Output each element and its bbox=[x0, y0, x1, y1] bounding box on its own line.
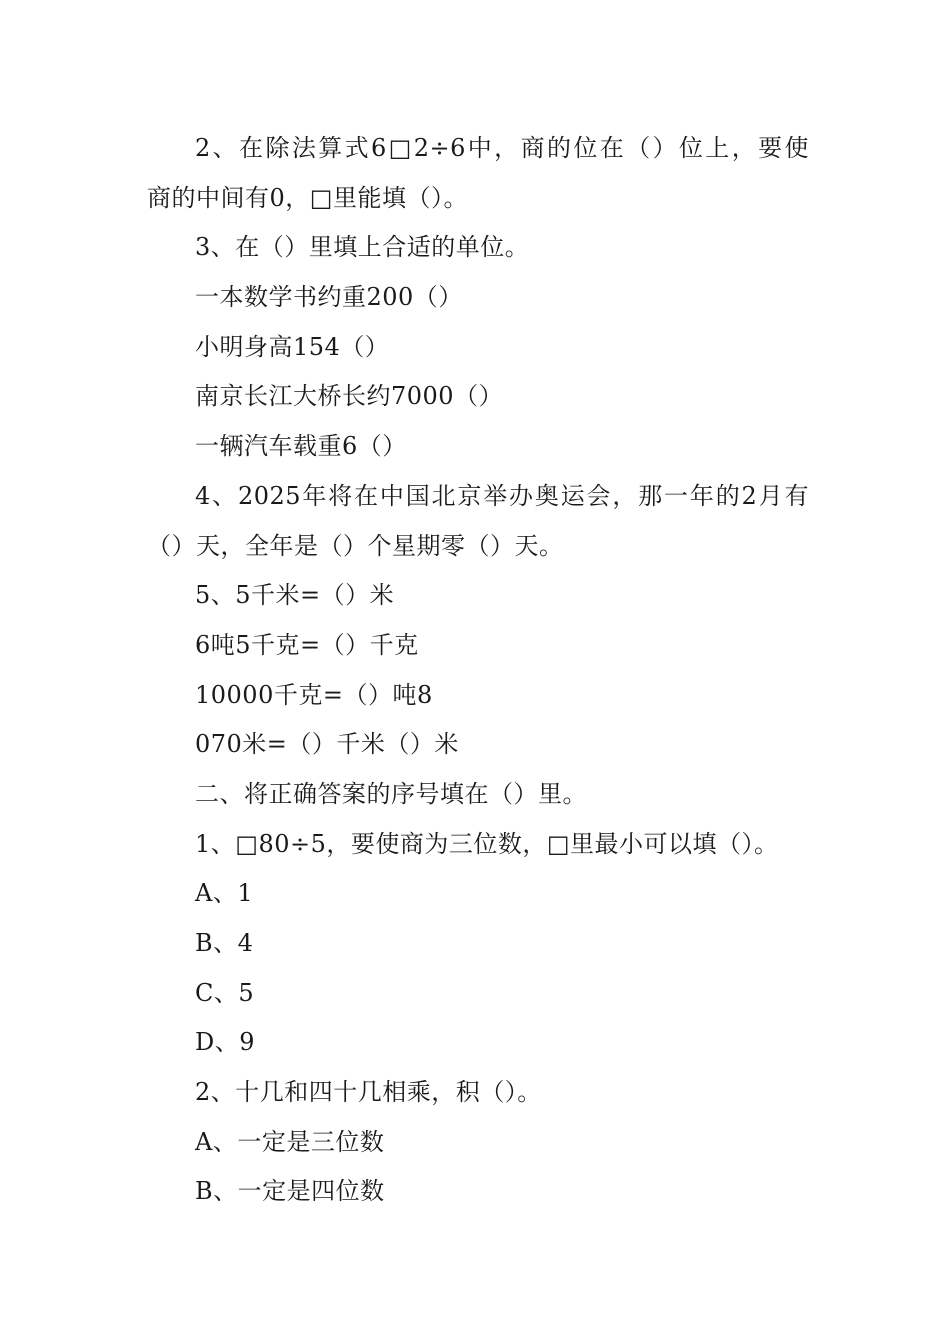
text-line-22: B、一定是四位数 bbox=[195, 1177, 385, 1206]
text-line-15: 1、□80÷5，要使商为三位数，□里最小可以填（）。 bbox=[195, 829, 779, 858]
text-line-10: 5、5千米=（）米 bbox=[195, 581, 395, 610]
text-line-6: 南京长江大桥长约7000（） bbox=[195, 382, 504, 411]
text-line-9: （）天，全年是（）个星期零（）天。 bbox=[147, 531, 564, 560]
text-line-12: 10000千克=（）吨8 bbox=[195, 680, 433, 709]
text-line-19: D、9 bbox=[195, 1028, 256, 1057]
text-line-17: B、4 bbox=[195, 929, 254, 957]
text-line-16: A、1 bbox=[195, 879, 254, 908]
text-line-13: 070米=（）千米（）米 bbox=[195, 730, 459, 759]
document-body bbox=[147, 124, 809, 1217]
text-line-4: 一本数学书约重200（） bbox=[195, 283, 463, 312]
text-line-8: 4、2025年将在中国北京举办奥运会，那一年的2月有 bbox=[195, 481, 809, 510]
text-line-11: 6吨5千克=（）千克 bbox=[195, 630, 419, 659]
text-line-2: 商的中间有0，□里能填（）。 bbox=[147, 183, 468, 212]
text-line-1: 2、在除法算式6□2÷6中，商的位在（）位上，要使 bbox=[195, 134, 809, 162]
text-line-7: 一辆汽车载重6（） bbox=[195, 432, 407, 461]
text-line-18: C、5 bbox=[195, 978, 255, 1007]
text-line-5: 小明身高154（） bbox=[195, 332, 390, 361]
text-line-21: A、一定是三位数 bbox=[195, 1127, 385, 1156]
text-line-3: 3、在（）里填上合适的单位。 bbox=[195, 233, 530, 262]
text-line-14: 二、将正确答案的序号填在（）里。 bbox=[195, 779, 587, 808]
text-line-20: 2、十几和四十几相乘，积（）。 bbox=[195, 1078, 542, 1107]
